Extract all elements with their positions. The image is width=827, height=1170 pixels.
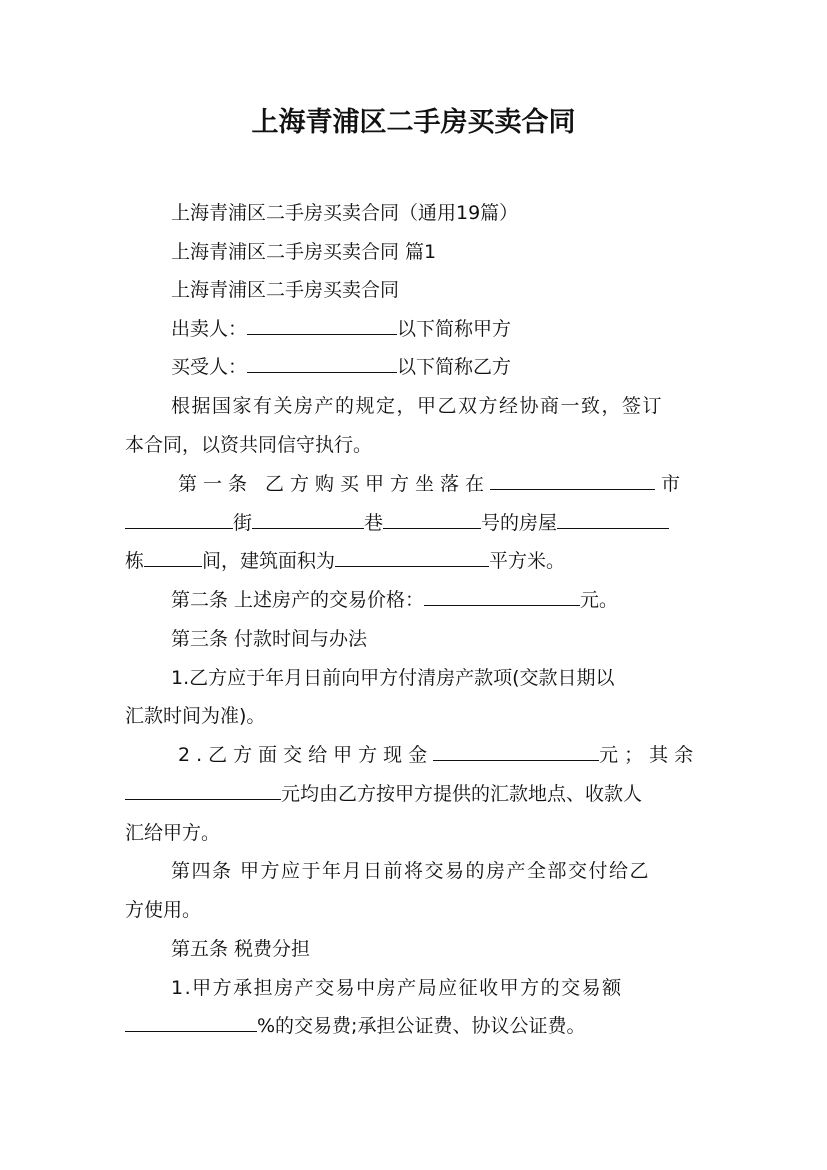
lane-blank	[252, 510, 364, 529]
remainder-blank	[125, 781, 281, 800]
buyer-blank	[247, 354, 397, 373]
number-blank	[383, 510, 481, 529]
building-label: 栋	[125, 550, 145, 572]
city-blank	[490, 471, 655, 490]
paragraph-line: 本合同，以资共同信守执行。	[125, 434, 373, 456]
lane-label: 巷	[364, 512, 384, 534]
seller-blank	[247, 316, 397, 335]
seller-line	[171, 316, 511, 342]
clause-3-2-mid: 元；其余	[599, 744, 700, 766]
seller-label: 出卖人：	[171, 318, 248, 340]
fee-rate-blank	[125, 1013, 257, 1032]
clause-5-1-line-2	[125, 1013, 585, 1039]
article-4-line-2: 方使用。	[125, 899, 202, 921]
street-label: 街	[233, 512, 253, 534]
area-label: 间，建筑面积为	[202, 550, 336, 572]
buyer-label: 买受人：	[171, 356, 248, 378]
article-2-line	[171, 587, 618, 613]
clause-3-2-prefix: 2.乙方面交给甲方现金	[178, 744, 434, 766]
subtitle-line: 上海青浦区二手房买卖合同（通用19篇）	[171, 202, 519, 224]
buyer-line	[171, 354, 511, 380]
clause-3-2-line-2	[125, 781, 642, 807]
article-1-line-2	[125, 510, 669, 536]
clause-5-1-text: %的交易费;承担公证费、协议公证费。	[257, 1015, 586, 1037]
cash-blank	[433, 742, 599, 761]
clause-3-2-text: 元均由乙方按甲方提供的汇款地点、收款人	[281, 783, 643, 805]
seller-suffix: 以下简称甲方	[397, 318, 512, 340]
paragraph-line: 根据国家有关房产的规定，甲乙双方经协商一致，签订	[171, 395, 664, 417]
article-5-heading: 第五条 税费分担	[171, 938, 311, 960]
section-heading: 上海青浦区二手房买卖合同 篇1	[171, 241, 437, 263]
price-blank	[424, 587, 580, 606]
house-number-label: 号的房屋	[481, 512, 558, 534]
article-4-line-1: 第四条 甲方应于年月日前将交易的房产全部交付给乙	[171, 860, 651, 882]
area-blank	[335, 548, 489, 567]
article-1-line-3	[125, 548, 565, 574]
clause-5-1-line-1: 1.甲方承担房产交易中房产局应征收甲方的交易额	[171, 977, 623, 999]
contract-heading: 上海青浦区二手房买卖合同	[171, 279, 400, 301]
article-2-prefix: 第二条 上述房产的交易价格：	[171, 589, 425, 611]
building-blank	[144, 548, 202, 567]
document-title: 上海青浦区二手房买卖合同	[251, 107, 576, 138]
clause-3-2-line-3: 汇给甲方。	[125, 822, 221, 844]
house-blank	[557, 510, 669, 529]
article-3-heading: 第三条 付款时间与办法	[171, 628, 368, 650]
article-1-prefix: 第一条 乙方购买甲方坐落在	[178, 473, 491, 495]
clause-3-1-line-1: 1.乙方应于年月日前向甲方付清房产款项(交款日期以	[171, 667, 615, 689]
area-unit: 平方米。	[489, 550, 566, 572]
clause-3-2-line-1	[178, 742, 699, 768]
buyer-suffix: 以下简称乙方	[397, 356, 512, 378]
price-unit: 元。	[580, 589, 619, 611]
street-blank	[125, 510, 233, 529]
clause-3-1-line-2: 汇款时间为准)。	[125, 705, 266, 727]
city-label: 市	[661, 473, 681, 495]
article-1-line-1	[178, 471, 680, 497]
